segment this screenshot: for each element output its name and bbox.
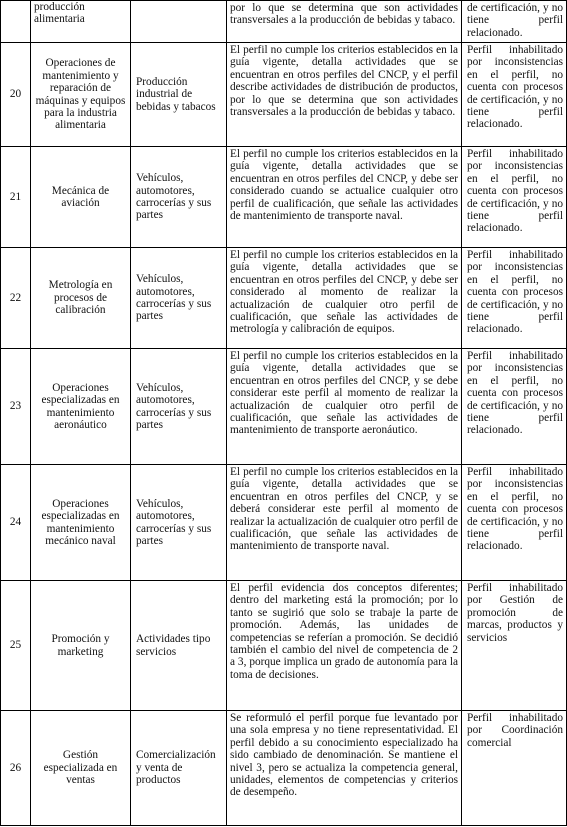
profile-name: Operaciones de mantenimiento y reparación de máquinas y equipos para la industria alimentaria xyxy=(31,43,131,147)
profile-reason: El perfil no cumple los criterios establecidos en la guía vigente, detalla actividades que se encuentran en otros perfiles del CNCP, y se deberá considerar este perfil al momento de realizar la actualización de cualquier otro perfil de cualificación, que señale las actividades de mantenimiento de transporte naval. xyxy=(227,465,462,581)
row-number: 21 xyxy=(1,147,31,248)
profile-name: Operaciones especializadas en mantenimiento mecánico naval xyxy=(31,465,131,581)
profile-status: de certificación, y no tiene perfil relacionado. xyxy=(462,1,567,43)
profile-status: Perfil inhabilitado por inconsistencias en el perfil, no cuenta con procesos de certificación, y no tiene perfil relacionado. xyxy=(462,248,567,349)
row-number xyxy=(1,1,31,43)
table-row xyxy=(1,349,567,465)
profile-sector: Producción industrial de bebidas y tabacos xyxy=(131,43,227,147)
row-number: 23 xyxy=(1,349,31,465)
profile-status: Perfil inhabilitado por inconsistencias en el perfil, no cuenta con procesos de certificación, y no tiene perfil relacionado. xyxy=(462,43,567,147)
profile-reason: El perfil no cumple los criterios establecidos en la guía vigente, detalla actividades que se encuentran en otros perfiles del CNCP, y debe ser considerado cuando se actualice cualquier otro perfil de cualificación, que señale las actividades de mantenimiento de transporte naval. xyxy=(227,147,462,248)
profile-reason: El perfil evidencia dos conceptos diferentes; dentro del marketing está la promoción; por lo tanto se sugirió que solo se trabaje la parte de promoción. Además, las unidades de competencias se referían a promoción. Se decidió también el cambio del nivel de competencia de 2 a 3, porque implica un grado de autonomía para la toma de decisiones. xyxy=(227,581,462,711)
profile-reason: Se reformuló el perfil porque fue levantado por una sola empresa y no tiene representatividad. El perfil debido a su conocimiento especializado ha sido cambiado de denominación. Se mantiene el nivel 3, pero se actualiza la competencia general, unidades, elementos de competencias y criterios de desempeño. xyxy=(227,711,462,826)
profile-name: Operaciones especializadas en mantenimiento aeronáutico xyxy=(31,349,131,465)
profile-name: Metrología en procesos de calibración xyxy=(31,248,131,349)
profile-name: producción alimentaria xyxy=(31,1,131,43)
profile-sector: Comercialización y venta de productos xyxy=(131,711,227,826)
table-row xyxy=(1,711,567,826)
row-number: 25 xyxy=(1,581,31,711)
row-number: 26 xyxy=(1,711,31,826)
row-number: 20 xyxy=(1,43,31,147)
row-number: 24 xyxy=(1,465,31,581)
profile-sector: Actividades tipo servicios xyxy=(131,581,227,711)
profile-reason: El perfil no cumple los criterios establecidos en la guía vigente, detalla actividades que se encuentran en otros perfiles del CNCP, y se debe considerar este perfil al momento de realizar la actualización de cualquier otro perfil de cualificación, que señale las actividades de mantenimiento de transporte aeronáutico. xyxy=(227,349,462,465)
table-row xyxy=(1,248,567,349)
profile-sector xyxy=(131,1,227,43)
profile-sector: Vehículos, automotores, carrocerías y sus partes xyxy=(131,248,227,349)
profile-name: Promoción y marketing xyxy=(31,581,131,711)
profile-status: Perfil inhabilitado por inconsistencias en el perfil, no cuenta con procesos de certificación, y no tiene perfil relacionado. xyxy=(462,465,567,581)
table-row xyxy=(1,147,567,248)
profile-reason: El perfil no cumple los criterios establecidos en la guía vigente, detalla actividades que se encuentran en otros perfiles del CNCP, y debe ser considerado al momento de realizar la actualización de cualquier otro perfil de cualificación, que señale las actividades de metrología y calibración de equipos. xyxy=(227,248,462,349)
profile-status: Perfil inhabilitado por inconsistencias en el perfil, no cuenta con procesos de certificación, y no tiene perfil relacionado. xyxy=(462,349,567,465)
profile-sector: Vehículos, automotores, carrocerías y sus partes xyxy=(131,465,227,581)
table-row xyxy=(1,581,567,711)
profile-name: Mecánica de aviación xyxy=(31,147,131,248)
profile-status: Perfil inhabilitado por Coordinación comercial xyxy=(462,711,567,826)
row-number: 22 xyxy=(1,248,31,349)
table-row xyxy=(1,43,567,147)
profile-sector: Vehículos, automotores, carrocerías y sus partes xyxy=(131,349,227,465)
profile-status: Perfil inhabilitado por Gestión de promoción de marcas, productos y servicios xyxy=(462,581,567,711)
profile-reason: por lo que se determina que son actividades transversales a la producción de bebidas y tabaco. xyxy=(227,1,462,43)
profile-reason: El perfil no cumple los criterios establecidos en la guía vigente, detalla actividades que se encuentran en otros perfiles del CNCP, y el perfil describe actividades de distribución de productos, por lo que se determina que son actividades transversales a la producción de bebidas y tabaco. xyxy=(227,43,462,147)
profile-status: Perfil inhabilitado por inconsistencias en el perfil, no cuenta con procesos de certificación, y no tiene perfil relacionado. xyxy=(462,147,567,248)
profile-name: Gestión especializada en ventas xyxy=(31,711,131,826)
table-row xyxy=(1,1,567,43)
table-row xyxy=(1,465,567,581)
profile-sector: Vehículos, automotores, carrocerías y sus partes xyxy=(131,147,227,248)
